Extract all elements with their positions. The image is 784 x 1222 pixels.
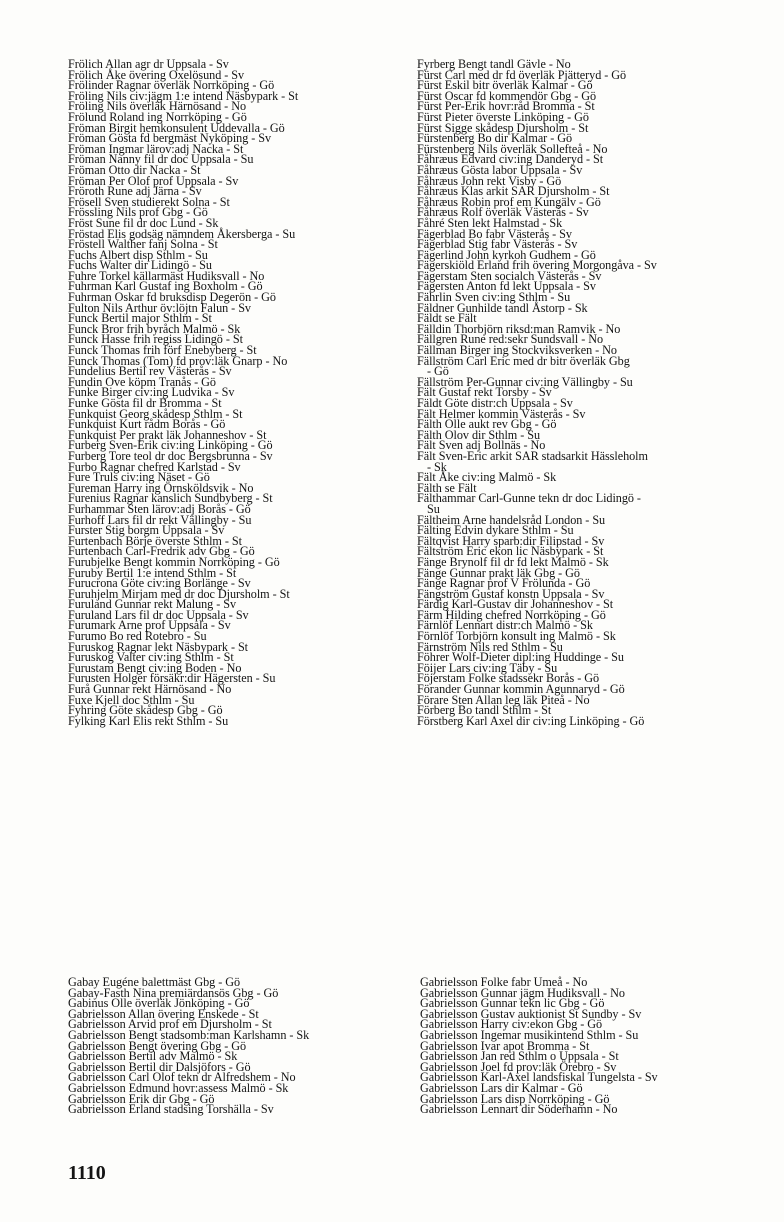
entry-line: Fürst Pieter överste Linköping - Gö (417, 109, 589, 124)
entry-line: Funke Gösta fil dr Bromma - St (68, 396, 222, 410)
entry-line: Furuland Lars fil dr doc Uppsala - Sv (68, 607, 249, 622)
entry-line: Fängström Gustaf konstn Uppsala - Sv (417, 586, 605, 601)
entry-line: Furumark Arne prof Uppsala - Sv (68, 618, 231, 633)
entry-line: Gabrielsson Bengt övering Gbg - Gö (68, 1038, 247, 1053)
entry-line: Fägerblad Bo fabr Västerås - Sv (417, 226, 572, 241)
entry-line: Fröman Nanny fil dr doc Uppsala - Su (68, 152, 254, 167)
entry-line: Färnström Nils red Sthlm - Su (417, 639, 563, 654)
entry-line: Funkquist Kurt rådm Borås - Gö (68, 417, 226, 432)
entry-line: Gabrielsson Gustav auktionist St Sundby - Sv (420, 1006, 642, 1021)
entry-line: Fürst Carl med dr fd överläk Pjätteryd - Gö (417, 67, 627, 82)
entry-line: Fälting Edvin dykare Sthlm - Su (417, 523, 574, 538)
entry-line: Fröling Nils civ:jägm 1:e intend Näsbypark - St (68, 88, 299, 103)
entry-line: Fröst Sune fil dr doc Lund - Sk (68, 215, 219, 230)
entry-line: Gabrielsson Folke fabr Umeå - No (420, 975, 588, 989)
entry-line: Fröling Nils överläk Härnösand - No (68, 99, 246, 114)
entry-line: Fåhræus Gösta labor Uppsala - Sv (417, 162, 583, 177)
entry-line: Förare Sten Allan leg läk Piteå - No (417, 692, 590, 707)
entry-line: Föijer Lars civ:ing Täby - Su (417, 660, 558, 675)
entry-line: Gabrielsson Lars dir Kalmar - Gö (420, 1080, 583, 1095)
entry-line: Fänge Gunnar prakt läk Gbg - Gö (417, 565, 580, 580)
entry-line: Gabrielsson Gunnar tekn lic Gbg - Gö (420, 996, 605, 1011)
entry-line: Gabrielsson Edmund hovr:assess Malmö - Sk (68, 1080, 289, 1095)
entry-line: Förberg Bo tandl Sthlm - St (417, 703, 552, 718)
entry-line: Furuskog Ragnar lekt Näsbypark - St (68, 639, 249, 654)
entry-line: Fürst Oscar fd kommendör Gbg - Gö (417, 88, 597, 103)
column-3 (68, 977, 309, 1115)
entry-line: Fälth se Fält (417, 480, 477, 495)
entry-line: Fägerlind John kyrkoh Gudhem - Gö (417, 247, 596, 262)
entry-line: Fürst Per-Erik hovr:råd Bromma - St (417, 99, 595, 114)
entry-line: Gabrielsson Carl Olof tekn dr Alfredshem - No (68, 1070, 296, 1085)
entry-line: Fägerstam Sten socialch Västerås - Sv (417, 268, 602, 283)
entry-line: Fureman Harry ing Örnsköldsvik - No (68, 480, 254, 495)
entry-line: Funkquist Georg skådesp Sthlm - St (68, 406, 243, 421)
entry-line: Fält Sven adj Bollnäs - No (417, 438, 546, 453)
entry-line: Fröman Gösta fd bergmäst Nyköping - Sv (68, 131, 272, 146)
entry-line: Gabrielsson Bertil dir Dalsjöfors - Gö (68, 1059, 251, 1074)
entry-line: Frölund Roland ing Norrköping - Gö (68, 109, 247, 124)
column-2 (417, 59, 657, 726)
entry-line: Fåhræus Rolf överläk Västerås - Sv (417, 205, 589, 220)
entry-line: Furtenbach Börje överste Sthlm - St (68, 533, 242, 548)
entry-line: Fuhrman Karl Gustaf ing Boxholm - Gö (68, 279, 263, 294)
entry-line: Fältheim Arne handelsråd London - Su (417, 512, 606, 527)
entry-line: Fürst Eskil bitr överläk Kalmar - Gö (417, 78, 593, 93)
entry-line: Fägersten Anton fd lekt Uppsala - Sv (417, 279, 596, 294)
entry-line: Fundelius Bertil rev Västerås - Sv (68, 364, 232, 379)
entry-line: Frölinder Ragnar överläk Norrköping - Gö (68, 78, 275, 93)
entry-line: Gabrielsson Joel fd prov:läk Örebro - Sv (420, 1059, 617, 1074)
entry-line: Gabrielsson Karl-Axel landsfiskal Tungelsta - Sv (420, 1070, 658, 1085)
entry-line: Fuchs Walter dir Lidingö - Su (68, 258, 212, 273)
entry-line: Furubjelke Bengt kommin Norrköping - Gö (68, 554, 280, 569)
entry-line: Gabrielsson Arvid prof em Djursholm - St (68, 1017, 272, 1032)
entry-line: Föjerstam Folke stadssekr Borås - Gö (417, 671, 600, 686)
entry-line: Fältqvist Harry sparb:dir Filipstad - Sv (417, 533, 605, 548)
entry-line: Furuland Gunnar rekt Malung - Sv (68, 597, 236, 612)
entry-line: Fälth Olle aukt rev Gbg - Gö (417, 417, 557, 432)
entry-line: Furhammar Sten lärov:adj Borås - Gö (68, 501, 251, 516)
entry-line: Fällström Per-Gunnar civ:ing Vällingby - Su (417, 374, 633, 389)
entry-line: Gabrielsson Allan övering Enskede - St (68, 1006, 259, 1021)
entry-line: Fänge Brynolf fil dr fd lekt Malmö - Sk (417, 554, 609, 569)
entry-line: Su (427, 501, 440, 516)
entry-line: Fürst Sigge skådesp Djursholm - St (417, 120, 589, 135)
entry-line: Fröman Otto dir Nacka - St (68, 162, 201, 177)
entry-line: Förstberg Karl Axel dir civ:ing Linköping - Gö (417, 713, 645, 728)
entry-line: Furhoff Lars fil dr rekt Vällingby - Su (68, 512, 252, 527)
entry-line: Gabrielsson Bengt stadsomb:man Karlshamn - Sk (68, 1027, 310, 1042)
entry-line: Frössling Nils prof Gbg - Gö (68, 205, 208, 220)
entry-line: Förnlöf Torbjörn konsult ing Malmö - Sk (417, 629, 616, 644)
entry-line: - Gö (427, 364, 449, 379)
entry-line: Fröman Per Olof prof Uppsala - Sv (68, 173, 239, 188)
entry-line: Frölich Åke övering Oxelösund - Sv (68, 67, 245, 82)
entry-line: Fält Åke civ:ing Malmö - Sk (417, 470, 557, 485)
entry-line: Fåhræus Robin prof em Kungälv - Gö (417, 194, 601, 209)
entry-line: Fåhræus Klas arkit SAR Djursholm - St (417, 184, 610, 199)
entry-line: Färnlöf Lennart distr:ch Malmö - Sk (417, 618, 593, 633)
entry-line: Funck Bertil major Sthlm - St (68, 311, 212, 326)
entry-line: Fältström Eric ekon lic Näsbypark - St (417, 544, 604, 559)
entry-line: Fuxe Kjell doc Sthlm - Su (68, 692, 195, 707)
entry-line: Fåhré Sten lekt Halmstad - Sk (417, 215, 563, 230)
entry-line: Fröman Ingmar lärov:adj Nacka - St (68, 141, 244, 156)
entry-line: Fröstell Walther fanj Solna - St (68, 237, 218, 252)
entry-line: Fälth Olov dir Sthlm - Su (417, 427, 541, 442)
entry-line: Fröstad Elis godsäg nämndem Åkersberga - Su (68, 226, 296, 241)
entry-line: Fröroth Rune adj Järna - Sv (68, 184, 202, 199)
entry-line: Furucrona Göte civ:ing Borlänge - Sv (68, 576, 251, 591)
entry-line: Fuhrman Oskar fd bruksdisp Degerön - Gö (68, 290, 276, 305)
entry-line: Furuhjelm Mirjam med dr doc Djursholm - St (68, 586, 290, 601)
entry-line: Fält Sven-Eric arkit SAR stadsarkit Hässleholm (417, 448, 648, 463)
entry-line: Gabrielsson Harry civ:ekon Gbg - Gö (420, 1017, 603, 1032)
entry-line: Fure Truls civ:ing Näset - Gö (68, 470, 210, 485)
entry-line: Fänge Ragnar prof V Frölunda - Gö (417, 576, 591, 591)
entry-line: Gabrielsson Gunnar jägm Hudiksvall - No (420, 985, 625, 1000)
entry-line: Fägerskiöld Erland frih övering Morgongåva - Sv (417, 258, 657, 273)
entry-line: Funke Birger civ:ing Ludvika - Sv (68, 385, 235, 400)
entry-line: Fröman Birgit hemkonsulent Uddevalla - Gö (68, 120, 285, 135)
entry-line: Fulton Nils Arthur öv:löjtn Falun - Sv (68, 300, 251, 315)
entry-line: Fälthammar Carl-Gunne tekn dr doc Lidingö - (417, 491, 641, 506)
entry-line: Fält Gustaf rekt Torsby - Sv (417, 385, 552, 400)
entry-line: Fundin Ove köpm Tranås - Gö (68, 374, 216, 389)
entry-line: - Sk (427, 459, 447, 474)
entry-line: Gabrielsson Erik dir Gbg - Gö (68, 1091, 215, 1106)
entry-line: Fuhre Torkel källarmäst Hudiksvall - No (68, 268, 265, 283)
entry-line: Fälldin Thorbjörn riksd:man Ramvik - No (417, 321, 621, 336)
entry-line: Fürstenberg Bo dir Kalmar - Gö (417, 131, 572, 146)
entry-line: Gabay Eugéne balettmäst Gbg - Gö (68, 975, 241, 989)
entry-line: Gabrielsson Lars disp Norrköping - Gö (420, 1091, 610, 1106)
entry-line: Färdig Karl-Gustav dir Johanneshov - St (417, 597, 614, 612)
entry-line: Föhrer Wolf-Dieter dipl:ing Huddinge - Su (417, 650, 624, 665)
entry-line: Fällström Carl Eric med dr bitr överläk Gbg (417, 353, 630, 368)
entry-line: Furbo Ragnar chefred Karlstad - Sv (68, 459, 241, 474)
entry-line: Frölich Allan agr dr Uppsala - Sv (68, 57, 229, 71)
entry-line: Furusten Holger försäkr:dir Hägersten - Su (68, 671, 276, 686)
entry-line: Fäldt Göte distr:ch Uppsala - Sv (417, 396, 573, 410)
entry-line: Fåhræus Edvard civ:ing Danderyd - St (417, 152, 604, 167)
entry-line: Gabrielsson Ingemar musikintend Sthlm - Su (420, 1027, 639, 1042)
entry-line: Fåhræus John rekt Visby - Gö (417, 173, 562, 188)
entry-line: Furberg Tore teol dr doc Bergsbrunna - Sv (68, 448, 273, 463)
entry-line: Furuby Bertil 1:e intend Sthlm - St (68, 565, 237, 580)
entry-line: Funck Hasse frih regiss Lidingö - St (68, 332, 243, 347)
entry-line: Furster Stig borgm Uppsala - Sv (68, 523, 225, 538)
entry-line: Fält Helmer kommin Västerås - Sv (417, 406, 586, 421)
entry-line: Gabrielsson Ivar apot Bromma - St (420, 1038, 590, 1053)
entry-line: Gabrielsson Lennart dir Söderhamn - No (420, 1102, 618, 1117)
entry-line: Fyrberg Bengt tandl Gävle - No (417, 57, 571, 71)
entry-line: Frösell Sven studierekt Solna - St (68, 194, 230, 209)
entry-line: Fylking Karl Elis rekt Sthlm - Su (68, 713, 229, 728)
entry-line: Furumo Bo red Rotebro - Su (68, 629, 207, 644)
entry-line: Gabay-Fasth Nina premiärdansös Gbg - Gö (68, 985, 279, 1000)
entry-line: Furberg Sven-Erik civ:ing Linköping - Gö (68, 438, 273, 453)
entry-line: Furustam Bengt civ:ing Boden - No (68, 660, 242, 675)
entry-line: Funck Bror frih byråch Malmö - Sk (68, 321, 241, 336)
entry-line: Fuchs Albert disp Sthlm - Su (68, 247, 208, 262)
entry-line: Fällman Birger ing Stockviksverken - No (417, 343, 617, 358)
entry-line: Furå Gunnar rekt Härnösand - No (68, 682, 232, 697)
page-number: 1110 (68, 1162, 106, 1184)
entry-line: Fäldt se Fält (417, 311, 477, 326)
entry-line: Fällgren Rune red:sekr Sundsvall - No (417, 332, 604, 347)
entry-line: Fägerblad Stig fabr Västerås - Sv (417, 237, 578, 252)
entry-line: Fährlin Sven civ:ing Sthlm - Su (417, 290, 571, 305)
entry-line: Gabrielsson Jan red Sthlm o Uppsala - St (420, 1049, 619, 1064)
entry-line: Gabrielsson Erland stadsing Torshälla - Sv (68, 1102, 274, 1117)
entry-line: Fyhring Göte skådesp Gbg - Gö (68, 703, 223, 718)
entry-line: Gabrielsson Bertil adv Malmö - Sk (68, 1049, 238, 1064)
entry-line: Funck Thomas (Tom) fd prov:läk Gnarp - No (68, 353, 288, 368)
entry-line: Färm Hilding chefred Norrköping - Gö (417, 607, 606, 622)
entry-line: Funck Thomas frih förf Enebyberg - St (68, 343, 257, 358)
entry-line: Furtenbach Carl-Fredrik adv Gbg - Gö (68, 544, 255, 559)
entry-line: Gabinus Olle överläk Jönköping - Gö (68, 996, 250, 1011)
column-1 (68, 59, 298, 726)
column-4 (420, 977, 658, 1115)
entry-line: Funkquist Per prakt läk Johanneshov - St (68, 427, 267, 442)
entry-line: Fürstenberg Nils överläk Sollefteå - No (417, 141, 608, 156)
entry-line: Förander Gunnar kommin Agunnaryd - Gö (417, 682, 625, 697)
entry-line: Furuskog Valter civ:ing Sthlm - St (68, 650, 234, 665)
entry-line: Furenius Ragnar kanslich Sundbyberg - St (68, 491, 273, 506)
entry-line: Fäldner Gunhilde tandl Åstorp - Sk (417, 300, 588, 315)
